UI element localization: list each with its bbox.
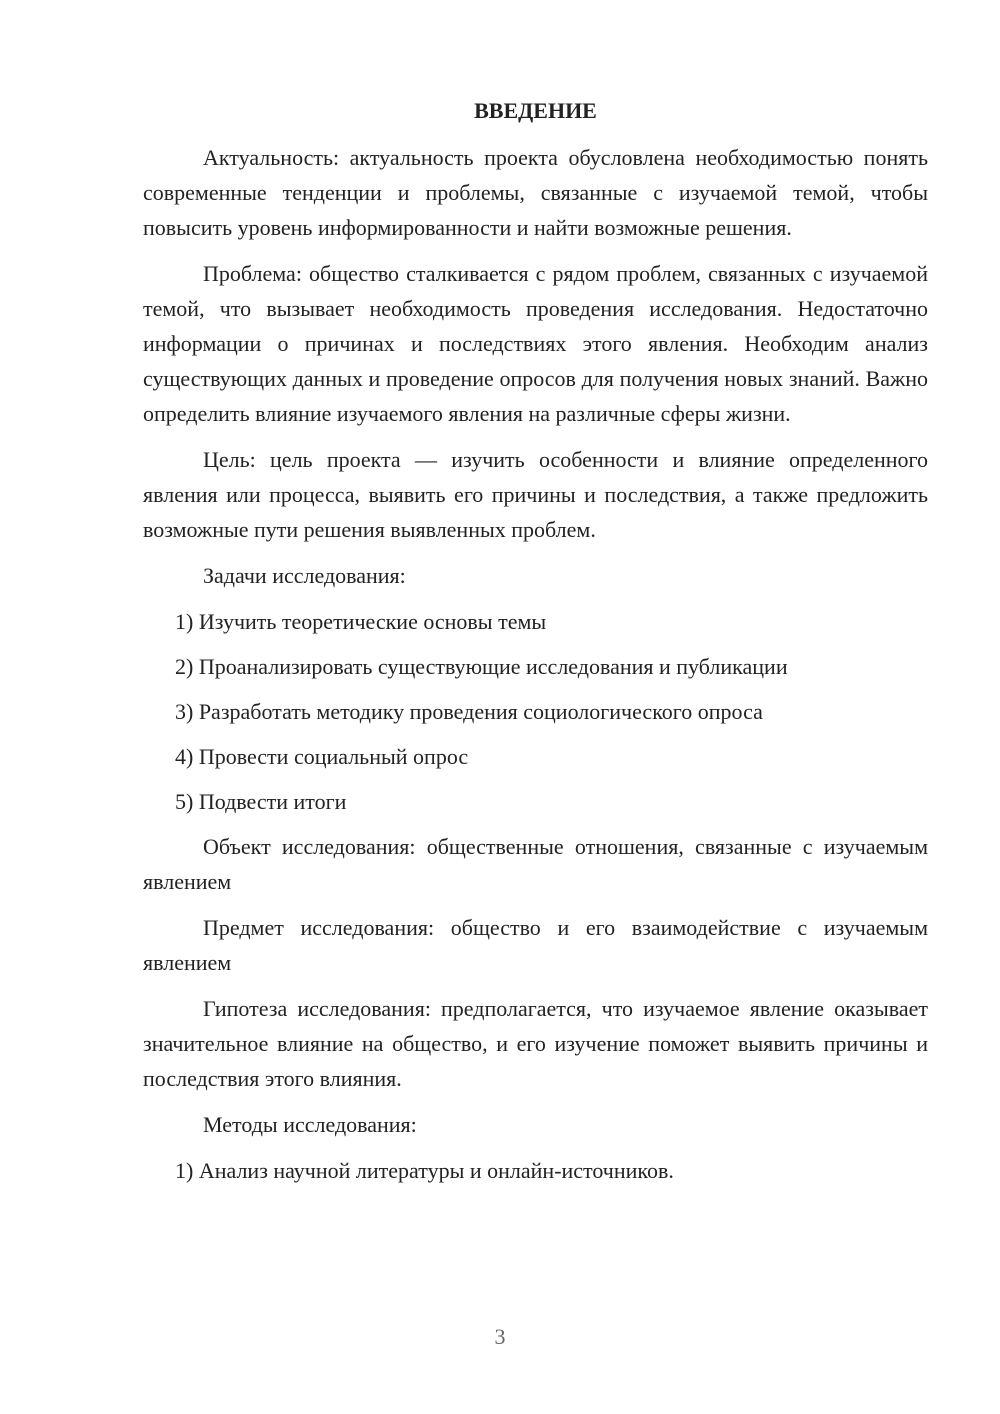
section-heading: ВВЕДЕНИЕ xyxy=(474,98,597,123)
object-paragraph: Объект исследования: общественные отношения, связанные с изучаемым явлением xyxy=(143,834,928,894)
hypothesis-paragraph: Гипотеза исследования: предполагается, что изучаемое явление оказывает значительное влияние на общество, и его изучение поможет выявить причины и последствия этого влияния. xyxy=(143,996,928,1091)
task-item: 4) Провести социальный опрос xyxy=(175,744,469,769)
page-number: 3 xyxy=(494,1324,506,1349)
relevance-paragraph: Актуальность: актуальность проекта обусловлена необходимостью понять современные тенденции и проблемы, связанные с изучаемой темой, чтобы повысить уровень информированности и найти возможные решения. xyxy=(143,145,928,240)
document-page xyxy=(143,96,928,1198)
tasks-label: Задачи исследования: xyxy=(203,563,406,588)
problem-paragraph: Проблема: общество сталкивается с рядом проблем, связанных с изучаемой темой, что вызывает необходимость проведения исследования. Недостаточно информации о причинах и последствиях этого явления. Необходим анализ существующих данных и проведение опросов для получения новых знаний. Важно определить влияние изучаемого явления на различные сферы жизни. xyxy=(143,261,928,426)
task-item: 5) Подвести итоги xyxy=(175,789,347,814)
subject-paragraph: Предмет исследования: общество и его взаимодействие с изучаемым явлением xyxy=(143,915,928,975)
task-item: 1) Изучить теоретические основы темы xyxy=(175,609,547,634)
method-item: 1) Анализ научной литературы и онлайн-источников. xyxy=(175,1158,674,1183)
task-item: 3) Разработать методику проведения социологического опроса xyxy=(175,699,763,724)
goal-paragraph: Цель: цель проекта — изучить особенности и влияние определенного явления или процесса, выявить его причины и последствия, а также предложить возможные пути решения выявленных проблем. xyxy=(143,447,928,542)
task-item: 2) Проанализировать существующие исследования и публикации xyxy=(175,654,788,679)
methods-label: Методы исследования: xyxy=(203,1112,417,1137)
